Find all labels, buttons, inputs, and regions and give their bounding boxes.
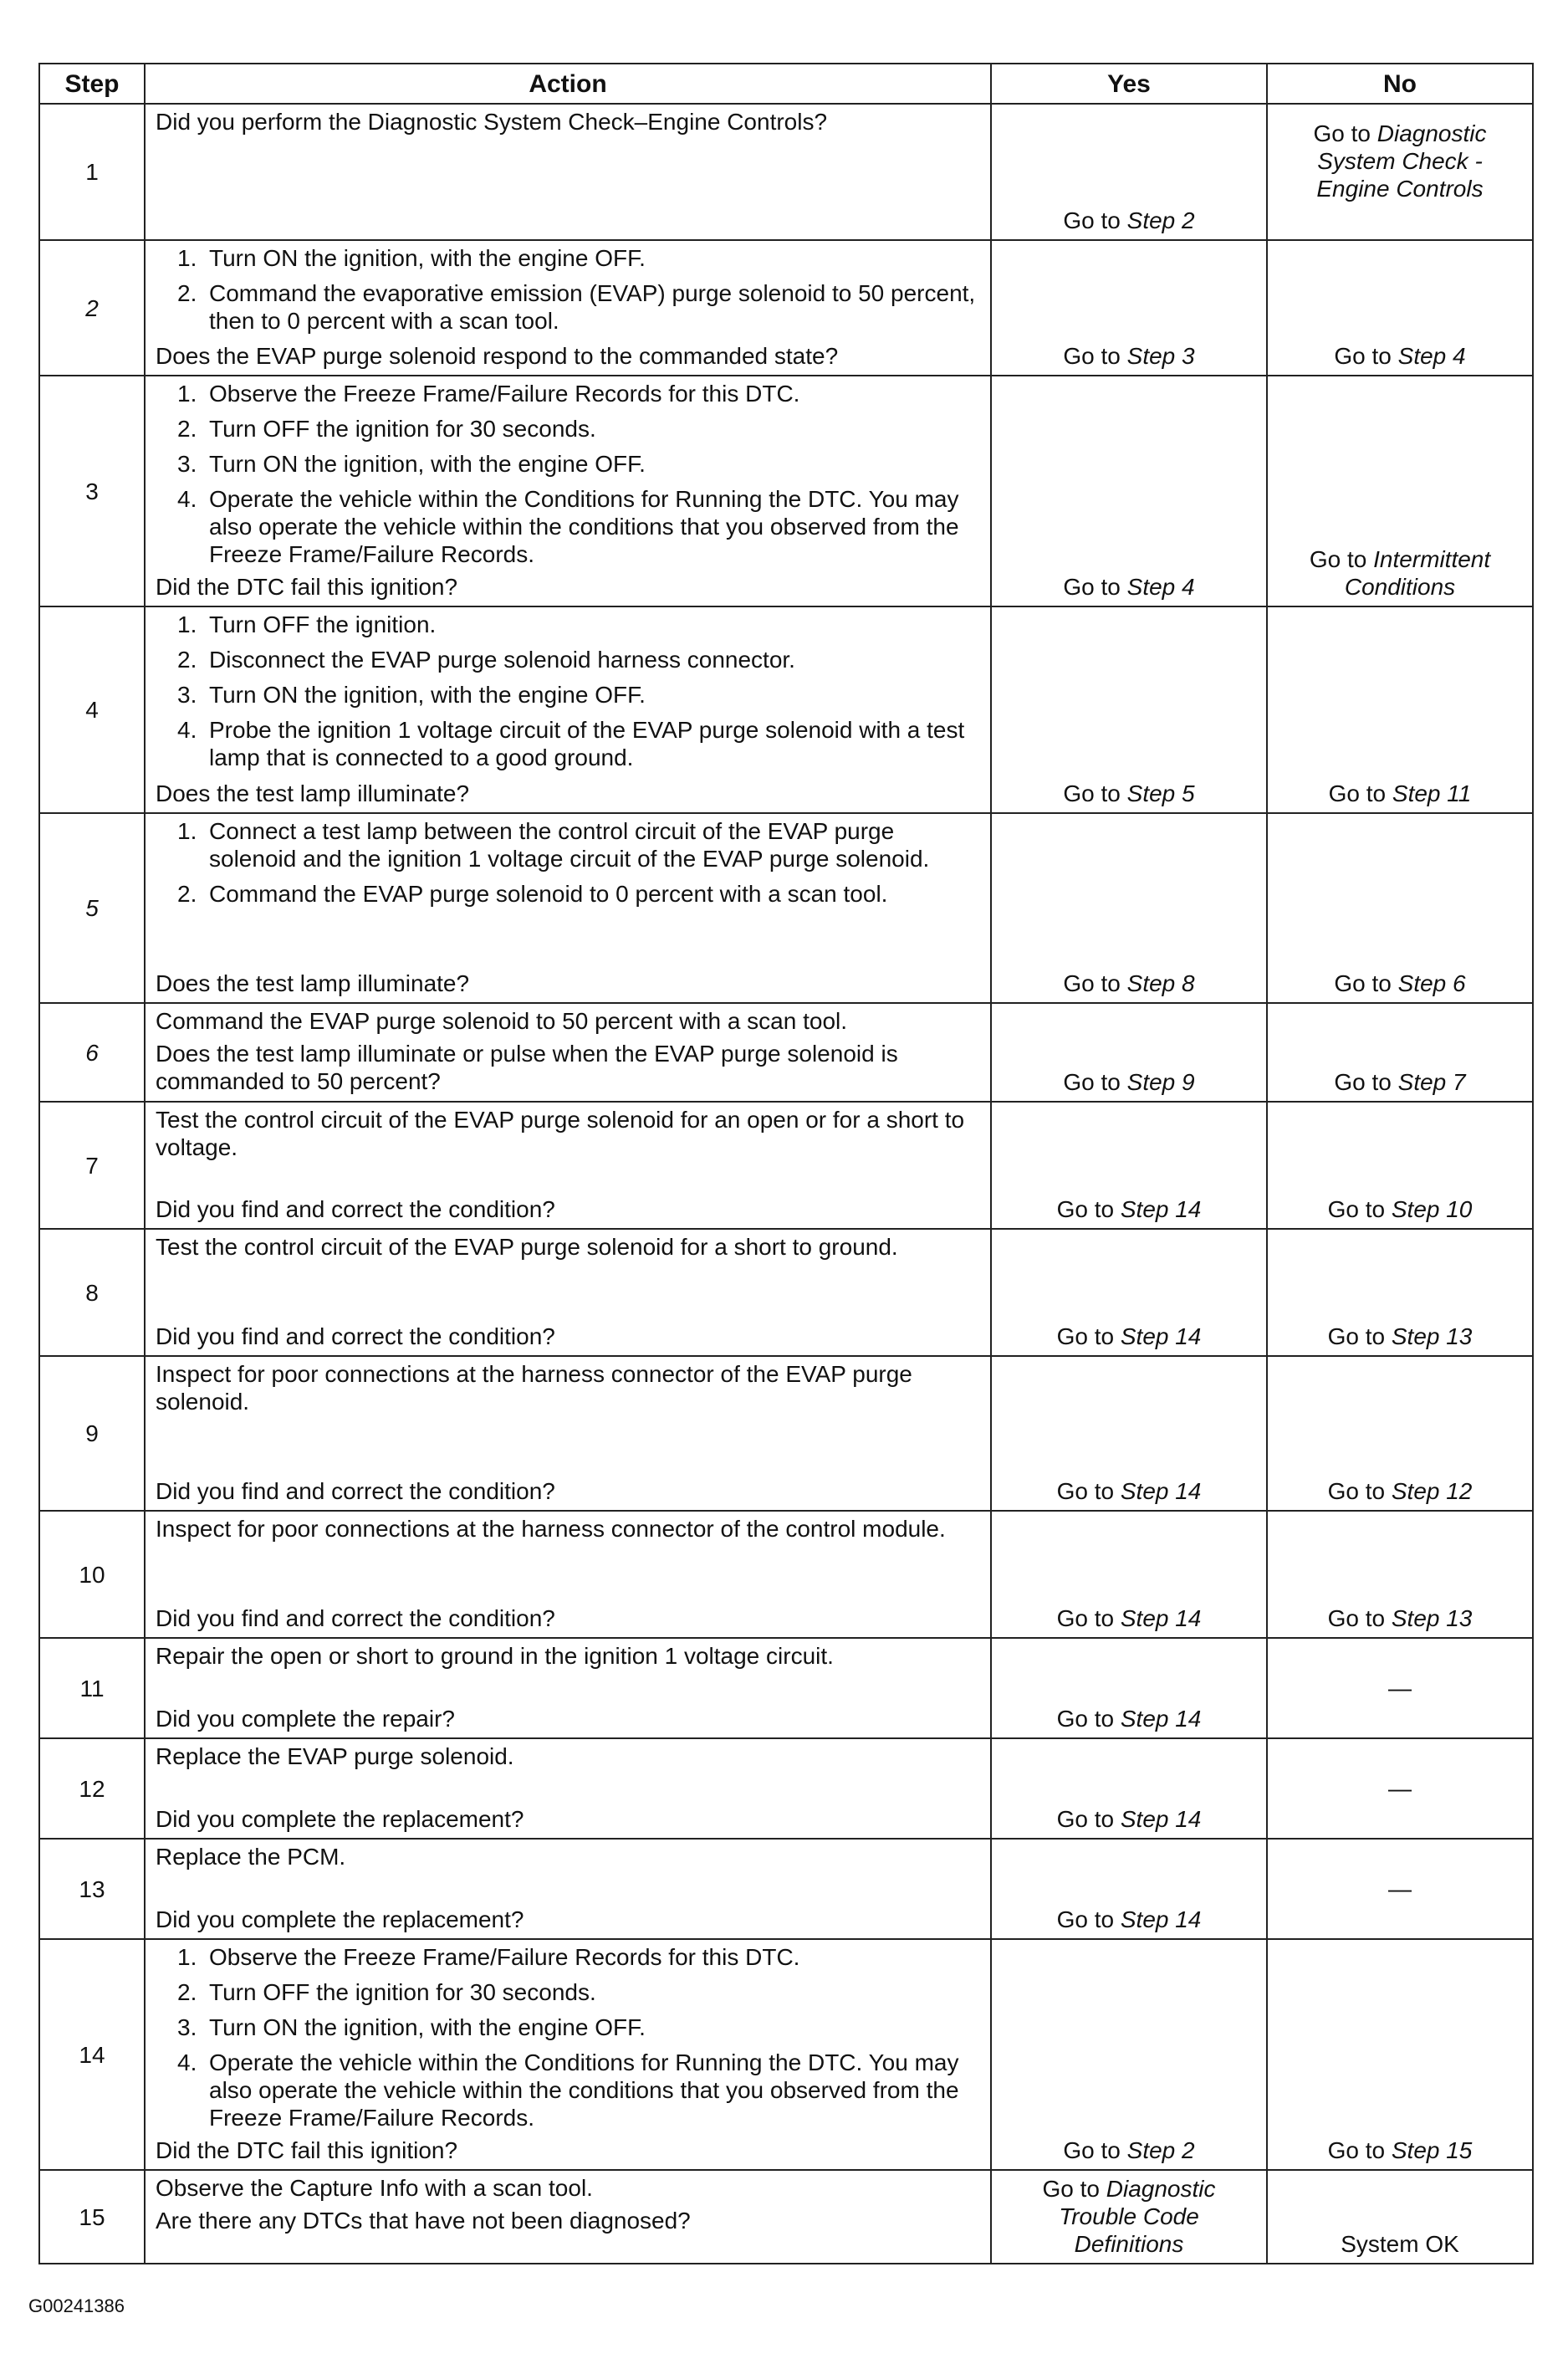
no-result — [1268, 545, 1532, 601]
list-item-text: Turn OFF the ignition. — [209, 611, 437, 637]
list-item-text: Command the evaporative emission (EVAP) purge solenoid to 50 percent, then to 0 percent with a scan tool. — [209, 280, 976, 334]
no-result-cell — [1267, 1638, 1533, 1738]
goto-step-link: Step 15 — [1391, 2137, 1473, 2163]
header-row — [39, 64, 1533, 104]
no-result — [1268, 1323, 1532, 1350]
yes-result — [992, 1323, 1266, 1350]
result-text: System OK — [1341, 2231, 1459, 2257]
list-item — [156, 880, 980, 908]
action-text: Replace the EVAP purge solenoid. — [156, 1743, 514, 1769]
action-steps-list — [156, 817, 980, 908]
table-row — [39, 104, 1533, 240]
goto-step-link: Step 14 — [1120, 1196, 1202, 1222]
action-cell — [145, 104, 991, 240]
no-result-cell — [1267, 1839, 1533, 1939]
list-item-number: 4. — [177, 717, 197, 743]
no-result-cell — [1267, 376, 1533, 606]
table-row — [39, 1839, 1533, 1939]
no-result-cell — [1267, 1229, 1533, 1356]
yes-result-cell — [991, 1738, 1267, 1839]
goto-prefix: Go to — [1063, 780, 1127, 806]
list-item-number: 3. — [177, 682, 197, 708]
goto-prefix: Go to — [1056, 1706, 1121, 1732]
header-action: Action — [145, 64, 991, 104]
no-result — [1268, 342, 1532, 370]
step-number: 7 — [39, 1102, 145, 1229]
list-item — [156, 2014, 980, 2041]
action-steps-list — [156, 380, 980, 568]
step-number: 5 — [39, 813, 145, 1003]
list-item-number: 1. — [177, 611, 197, 637]
step-number: 3 — [39, 376, 145, 606]
no-result-cell — [1267, 1356, 1533, 1511]
yes-result-cell — [991, 1229, 1267, 1356]
no-result — [1268, 780, 1532, 807]
table-row — [39, 606, 1533, 813]
goto-step-link: Step 13 — [1391, 1605, 1473, 1631]
list-item-number: 4. — [177, 2049, 197, 2075]
action-question: Did you complete the replacement? — [156, 1906, 524, 1932]
goto-step-link: Step 3 — [1126, 343, 1195, 369]
yes-result — [992, 1906, 1266, 1933]
action-question: Did the DTC fail this ignition? — [156, 2137, 458, 2163]
goto-step-link: Step 11 — [1392, 780, 1472, 806]
list-item-text: Turn OFF the ignition for 30 seconds. — [209, 1979, 596, 2005]
goto-prefix: Go to — [1327, 1478, 1392, 1504]
yes-result — [992, 1805, 1266, 1833]
list-item-text: Probe the ignition 1 voltage circuit of the EVAP purge solenoid with a test lamp that is connected to a good ground. — [209, 717, 965, 770]
list-item — [156, 244, 980, 272]
goto-prefix: Go to — [1334, 970, 1398, 996]
yes-result — [992, 780, 1266, 807]
no-result-cell — [1267, 1102, 1533, 1229]
list-item-number: 2. — [177, 416, 197, 442]
table-row — [39, 1738, 1533, 1839]
yes-result — [992, 970, 1266, 997]
diagnostic-table — [38, 63, 1534, 2264]
no-result — [1268, 1477, 1532, 1505]
action-steps-list — [156, 611, 980, 771]
goto-step-link: Step 4 — [1397, 343, 1466, 369]
no-result-cell — [1267, 240, 1533, 376]
goto-prefix: Go to — [1063, 207, 1127, 233]
goto-prefix: Go to — [1063, 574, 1127, 600]
yes-result-cell — [991, 1839, 1267, 1939]
goto-step-link: Step 14 — [1120, 1478, 1202, 1504]
goto-prefix: Go to — [1056, 1196, 1121, 1222]
list-item-text: Turn ON the ignition, with the engine OFF. — [209, 2014, 646, 2040]
table-row — [39, 1939, 1533, 2170]
goto-step-link: Step 12 — [1391, 1478, 1473, 1504]
action-cell — [145, 1229, 991, 1356]
goto-prefix: Go to — [1042, 2176, 1106, 2202]
not-applicable-dash: — — [1388, 1875, 1412, 1902]
no-result — [1268, 2230, 1532, 2258]
no-result-cell — [1267, 1003, 1533, 1102]
no-result-cell — [1267, 104, 1533, 240]
action-steps-list — [156, 244, 980, 335]
action-cell — [145, 2170, 991, 2264]
no-result — [1268, 1068, 1532, 1096]
goto-prefix: Go to — [1327, 1323, 1392, 1349]
yes-result-cell — [991, 1638, 1267, 1738]
action-text: Command the EVAP purge solenoid to 50 percent with a scan tool. — [156, 1008, 848, 1034]
no-result-cell — [1267, 2170, 1533, 2264]
step-number: 9 — [39, 1356, 145, 1511]
action-text: Repair the open or short to ground in the ignition 1 voltage circuit. — [156, 1643, 834, 1669]
yes-result-cell — [991, 1511, 1267, 1638]
table-row — [39, 240, 1533, 376]
goto-step-link: Diagnostic System Check - Engine Controls — [1316, 120, 1487, 202]
step-number: 15 — [39, 2170, 145, 2264]
step-number: 11 — [39, 1638, 145, 1738]
yes-result-cell — [991, 1003, 1267, 1102]
list-item-number: 2. — [177, 881, 197, 907]
list-item-text: Turn ON the ignition, with the engine OFF. — [209, 451, 646, 477]
list-item — [156, 415, 980, 443]
goto-step-link: Step 14 — [1120, 1323, 1202, 1349]
list-item-text: Turn ON the ignition, with the engine OFF. — [209, 245, 646, 271]
step-number: 1 — [39, 104, 145, 240]
goto-prefix: Go to — [1056, 1478, 1121, 1504]
list-item-number: 1. — [177, 381, 197, 407]
goto-step-link: Step 2 — [1126, 207, 1195, 233]
yes-result-cell — [991, 240, 1267, 376]
yes-result — [992, 342, 1266, 370]
yes-result — [992, 573, 1266, 601]
list-item — [156, 817, 980, 872]
action-question: Does the test lamp illuminate? — [156, 970, 470, 996]
action-cell — [145, 1003, 991, 1102]
action-question: Did you find and correct the condition? — [156, 1196, 555, 1222]
list-item-text: Observe the Freeze Frame/Failure Records for this DTC. — [209, 1944, 800, 1970]
table-row — [39, 813, 1533, 1003]
list-item-text: Observe the Freeze Frame/Failure Records for this DTC. — [209, 381, 800, 407]
goto-step-link: Step 8 — [1126, 970, 1195, 996]
no-result — [1268, 1604, 1532, 1632]
list-item — [156, 681, 980, 709]
not-applicable-dash: — — [1388, 1775, 1412, 1802]
goto-step-link: Step 14 — [1120, 1605, 1202, 1631]
list-item — [156, 380, 980, 407]
goto-prefix: Go to — [1063, 970, 1127, 996]
goto-prefix: Go to — [1328, 780, 1392, 806]
goto-step-link: Step 13 — [1391, 1323, 1473, 1349]
list-item-number: 2. — [177, 647, 197, 673]
list-item-number: 3. — [177, 451, 197, 477]
no-result — [1268, 1195, 1532, 1223]
action-question: Did you find and correct the condition? — [156, 1605, 555, 1631]
yes-result-cell — [991, 606, 1267, 813]
goto-prefix: Go to — [1063, 1069, 1127, 1095]
yes-result-cell — [991, 376, 1267, 606]
step-number: 2 — [39, 240, 145, 376]
yes-result — [992, 1705, 1266, 1732]
step-number: 13 — [39, 1839, 145, 1939]
list-item — [156, 646, 980, 673]
goto-prefix: Go to — [1056, 1906, 1121, 1932]
yes-result-cell — [991, 1102, 1267, 1229]
not-applicable-dash: — — [1388, 1675, 1412, 1701]
no-result-cell — [1267, 1738, 1533, 1839]
goto-prefix: Go to — [1056, 1806, 1121, 1832]
goto-prefix: Go to — [1309, 546, 1374, 572]
list-item — [156, 611, 980, 638]
no-result-cell — [1267, 1511, 1533, 1638]
action-cell — [145, 1511, 991, 1638]
list-item-number: 4. — [177, 486, 197, 512]
list-item-number: 2. — [177, 1979, 197, 2005]
yes-result-cell — [991, 1939, 1267, 2170]
header-no: No — [1267, 64, 1533, 104]
action-cell — [145, 1102, 991, 1229]
list-item-text: Disconnect the EVAP purge solenoid harness connector. — [209, 647, 795, 673]
table-row — [39, 376, 1533, 606]
yes-result — [992, 1604, 1266, 1632]
list-item-text: Operate the vehicle within the Conditions for Running the DTC. You may also operate the vehicle within the conditions that you observed from the Freeze Frame/Failure Records. — [209, 2049, 959, 2131]
goto-prefix: Go to — [1063, 2137, 1127, 2163]
goto-step-link: Step 4 — [1126, 574, 1195, 600]
goto-prefix: Go to — [1056, 1605, 1121, 1631]
yes-result-cell — [991, 104, 1267, 240]
action-question: Did you find and correct the condition? — [156, 1323, 555, 1349]
action-text: Replace the PCM. — [156, 1844, 346, 1870]
list-item-number: 2. — [177, 280, 197, 306]
yes-result-cell — [991, 813, 1267, 1003]
table-row — [39, 1638, 1533, 1738]
action-text: Test the control circuit of the EVAP purge solenoid for a short to ground. — [156, 1234, 898, 1260]
list-item — [156, 1978, 980, 2006]
action-question: Did the DTC fail this ignition? — [156, 574, 458, 600]
yes-result-cell — [991, 1356, 1267, 1511]
yes-result — [992, 2136, 1266, 2164]
action-cell — [145, 1356, 991, 1511]
list-item — [156, 1943, 980, 1971]
list-item-text: Operate the vehicle within the Conditions for Running the DTC. You may also operate the vehicle within the conditions that you observed from the Freeze Frame/Failure Records. — [209, 486, 959, 567]
table-row — [39, 1102, 1533, 1229]
action-text: Inspect for poor connections at the harness connector of the control module. — [156, 1516, 946, 1542]
goto-prefix: Go to — [1327, 2137, 1392, 2163]
goto-prefix: Go to — [1063, 343, 1127, 369]
action-cell — [145, 376, 991, 606]
no-result — [1268, 970, 1532, 997]
image-id-label: G00241386 — [28, 2295, 125, 2316]
list-item — [156, 716, 980, 771]
goto-prefix: Go to — [1327, 1605, 1392, 1631]
no-result-cell — [1267, 606, 1533, 813]
list-item-text: Connect a test lamp between the control circuit of the EVAP purge solenoid and the ignition 1 voltage circuit of the EVAP purge solenoid. — [209, 818, 930, 872]
action-cell — [145, 1738, 991, 1839]
step-number: 12 — [39, 1738, 145, 1839]
no-result — [1268, 1675, 1532, 1702]
step-number: 6 — [39, 1003, 145, 1102]
action-text: Does the test lamp illuminate or pulse when the EVAP purge solenoid is commanded to 50 percent? — [156, 1041, 898, 1094]
action-question: Does the test lamp illuminate? — [156, 780, 470, 806]
goto-step-link: Diagnostic Trouble Code Definitions — [1059, 2176, 1216, 2257]
goto-prefix: Go to — [1334, 343, 1398, 369]
action-question: Did you complete the repair? — [156, 1706, 455, 1732]
action-question: Did you find and correct the condition? — [156, 1478, 555, 1504]
table-row — [39, 1511, 1533, 1638]
goto-step-link: Intermittent Conditions — [1344, 546, 1491, 600]
action-cell — [145, 1839, 991, 1939]
action-text: Observe the Capture Info with a scan tool. — [156, 2175, 593, 2201]
action-steps-list — [156, 1943, 980, 2131]
yes-result — [992, 1068, 1266, 1096]
list-item — [156, 2049, 980, 2131]
list-item-text: Turn ON the ignition, with the engine OFF. — [209, 682, 646, 708]
action-text: Did you perform the Diagnostic System Check–Engine Controls? — [156, 109, 828, 135]
yes-result — [992, 207, 1266, 234]
yes-result — [992, 1195, 1266, 1223]
step-number: 4 — [39, 606, 145, 813]
step-number: 14 — [39, 1939, 145, 2170]
list-item — [156, 450, 980, 478]
action-cell — [145, 240, 991, 376]
action-text: Test the control circuit of the EVAP purge solenoid for an open or for a short to voltage. — [156, 1107, 965, 1160]
action-text: Inspect for poor connections at the harness connector of the EVAP purge solenoid. — [156, 1361, 912, 1415]
goto-prefix: Go to — [1056, 1323, 1121, 1349]
action-cell — [145, 606, 991, 813]
yes-result-cell — [991, 2170, 1267, 2264]
goto-step-link: Step 2 — [1126, 2137, 1195, 2163]
goto-step-link: Step 10 — [1391, 1196, 1473, 1222]
no-result — [1268, 1775, 1532, 1803]
action-question: Does the EVAP purge solenoid respond to the commanded state? — [156, 343, 839, 369]
goto-step-link: Step 14 — [1120, 1906, 1202, 1932]
action-cell — [145, 1638, 991, 1738]
goto-prefix: Go to — [1334, 1069, 1398, 1095]
no-result — [1268, 120, 1532, 202]
list-item-number: 1. — [177, 818, 197, 844]
yes-result — [992, 2175, 1266, 2258]
action-cell — [145, 813, 991, 1003]
action-question: Did you complete the replacement? — [156, 1806, 524, 1832]
table-row — [39, 1003, 1533, 1102]
action-text: Are there any DTCs that have not been diagnosed? — [156, 2208, 691, 2234]
table-row — [39, 1356, 1533, 1511]
no-result-cell — [1267, 813, 1533, 1003]
list-item-text: Command the EVAP purge solenoid to 0 percent with a scan tool. — [209, 881, 888, 907]
table-row — [39, 2170, 1533, 2264]
goto-step-link: Step 9 — [1126, 1069, 1195, 1095]
header-step: Step — [39, 64, 145, 104]
goto-step-link: Step 14 — [1120, 1806, 1202, 1832]
list-item-number: 1. — [177, 245, 197, 271]
goto-step-link: Step 6 — [1397, 970, 1466, 996]
list-item-number: 1. — [177, 1944, 197, 1970]
goto-step-link: Step 14 — [1120, 1706, 1202, 1732]
list-item — [156, 279, 980, 335]
no-result — [1268, 1875, 1532, 1903]
list-item-number: 3. — [177, 2014, 197, 2040]
goto-step-link: Step 7 — [1397, 1069, 1466, 1095]
goto-prefix: Go to — [1327, 1196, 1392, 1222]
table-row — [39, 1229, 1533, 1356]
yes-result — [992, 1477, 1266, 1505]
goto-prefix: Go to — [1313, 120, 1377, 146]
step-number: 10 — [39, 1511, 145, 1638]
no-result — [1268, 2136, 1532, 2164]
header-yes: Yes — [991, 64, 1267, 104]
list-item — [156, 485, 980, 568]
step-number: 8 — [39, 1229, 145, 1356]
no-result-cell — [1267, 1939, 1533, 2170]
list-item-text: Turn OFF the ignition for 30 seconds. — [209, 416, 596, 442]
table-body — [39, 104, 1533, 2264]
goto-step-link: Step 5 — [1126, 780, 1195, 806]
action-cell — [145, 1939, 991, 2170]
